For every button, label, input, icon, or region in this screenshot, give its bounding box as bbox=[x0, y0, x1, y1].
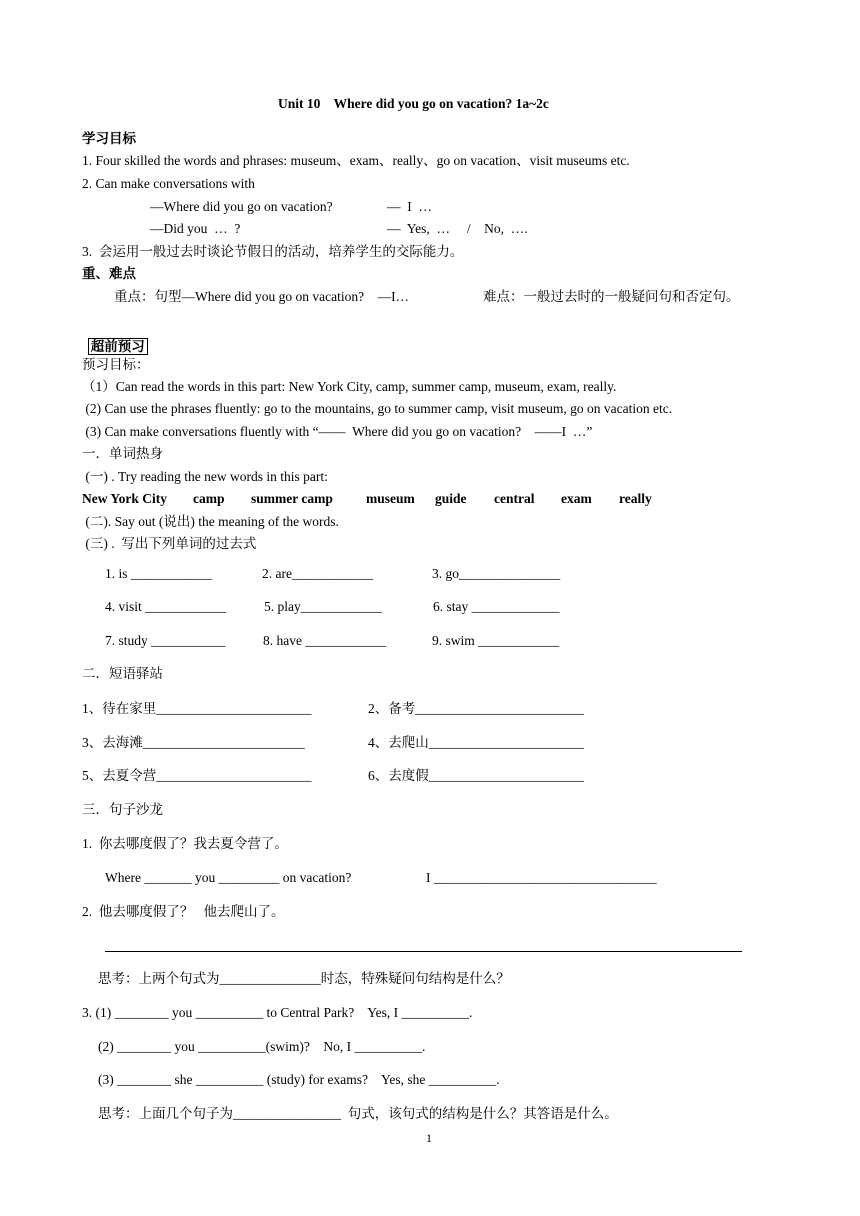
preview-goal-2: (2) Can use the phrases fluently: go to the mountains, go to summer camp, visit museum, go on vacation etc. bbox=[82, 401, 673, 416]
sentence-1-chinese: 1. 你去哪度假了？我去夏令营了。 bbox=[82, 836, 288, 851]
past-tense-item: 5. play____________ bbox=[264, 599, 382, 614]
sentence-3-1: 3. (1) ________ you __________ to Central Park? Yes, I __________. bbox=[82, 1005, 473, 1020]
sentence-3-2: (2) ________ you __________(swim)? No, I __________. bbox=[98, 1039, 426, 1054]
section-1-heading: 一．单词热身 bbox=[82, 446, 163, 461]
key-difficulty: 难点：一般过去时的一般疑问句和否定句。 bbox=[483, 289, 740, 304]
word-exam: exam bbox=[561, 491, 592, 506]
think-question-2: 思考：上面几个句子为________________ 句式，该句式的结构是什么？其答语是什么。 bbox=[98, 1106, 618, 1121]
sentence-1-english-question: Where _______ you _________ on vacation? bbox=[105, 870, 352, 885]
word-museum: museum bbox=[366, 491, 415, 506]
page-number: 1 bbox=[426, 1131, 432, 1145]
past-tense-item: 8. have ____________ bbox=[263, 633, 387, 648]
past-tense-item: 7. study ___________ bbox=[105, 633, 226, 648]
phrase-item: 4、去爬山_______________________ bbox=[368, 735, 584, 750]
section-3-heading: 三．句子沙龙 bbox=[82, 802, 163, 817]
phrase-item: 3、去海滩________________________ bbox=[82, 735, 305, 750]
preview-goal-heading: 预习目标： bbox=[82, 357, 150, 372]
phrase-item: 5、去夏令营_______________________ bbox=[82, 768, 312, 783]
section-2-heading: 二．短语驿站 bbox=[82, 666, 163, 681]
word-new-york-city: New York City bbox=[82, 491, 167, 506]
past-tense-item: 6. stay _____________ bbox=[433, 599, 560, 614]
word-summer-camp: summer camp bbox=[251, 491, 333, 506]
past-tense-item: 9. swim ____________ bbox=[432, 633, 560, 648]
conversation-question-1: —Where did you go on vacation? bbox=[150, 199, 333, 214]
answer-line bbox=[105, 951, 742, 952]
section-1-sub-1: (一) . Try reading the new words in this part: bbox=[82, 469, 328, 484]
preview-box bbox=[81, 320, 148, 356]
past-tense-item: 2. are____________ bbox=[262, 566, 373, 581]
preview-goal-3: (3) Can make conversations fluently with “—— Where did you go on vacation? ——I …” bbox=[82, 424, 593, 439]
think-question-1: 思考：上两个句式为_______________时态，特殊疑问句结构是什么？ bbox=[98, 971, 510, 986]
past-tense-item: 3. go_______________ bbox=[432, 566, 561, 581]
objective-3: 3. 会运用一般过去时谈论节假日的活动，培养学生的交际能力。 bbox=[82, 244, 464, 259]
section-1-sub-3: (三) . 写出下列单词的过去式 bbox=[82, 536, 257, 551]
word-camp: camp bbox=[193, 491, 225, 506]
preview-box-label: 超前预习 bbox=[88, 338, 148, 355]
word-central: central bbox=[494, 491, 535, 506]
key-points-heading: 重、难点 bbox=[82, 266, 136, 281]
objectives-heading: 学习目标 bbox=[82, 131, 136, 146]
sentence-2-chinese: 2. 他去哪度假了？ 他去爬山了。 bbox=[82, 904, 285, 919]
phrase-item: 2、备考_________________________ bbox=[368, 701, 584, 716]
sentence-1-english-answer: I _________________________________ bbox=[426, 870, 657, 885]
objective-2: 2. Can make conversations with bbox=[82, 176, 255, 191]
key-focus: 重点：句型—Where did you go on vacation? —I… bbox=[114, 289, 410, 304]
preview-goal-1: （1）Can read the words in this part: New York City, camp, summer camp, museum, exam, really. bbox=[82, 379, 617, 394]
word-guide: guide bbox=[435, 491, 467, 506]
conversation-question-2: —Did you … ? bbox=[150, 221, 241, 236]
past-tense-item: 4. visit ____________ bbox=[105, 599, 227, 614]
phrase-item: 6、去度假_______________________ bbox=[368, 768, 584, 783]
section-1-sub-2: (二). Say out (说出) the meaning of the words. bbox=[82, 514, 339, 529]
objective-1: 1. Four skilled the words and phrases: museum、exam、really、go on vacation、visit museums etc. bbox=[82, 153, 630, 168]
phrase-item: 1、待在家里_______________________ bbox=[82, 701, 312, 716]
word-really: really bbox=[619, 491, 652, 506]
page-title: Unit 10 Where did you go on vacation? 1a~2c bbox=[278, 96, 549, 111]
sentence-3-3: (3) ________ she __________ (study) for exams? Yes, she __________. bbox=[98, 1072, 500, 1087]
conversation-answer-2: — Yes, … / No, …. bbox=[387, 221, 528, 236]
past-tense-item: 1. is ____________ bbox=[105, 566, 212, 581]
conversation-answer-1: — I … bbox=[387, 199, 432, 214]
